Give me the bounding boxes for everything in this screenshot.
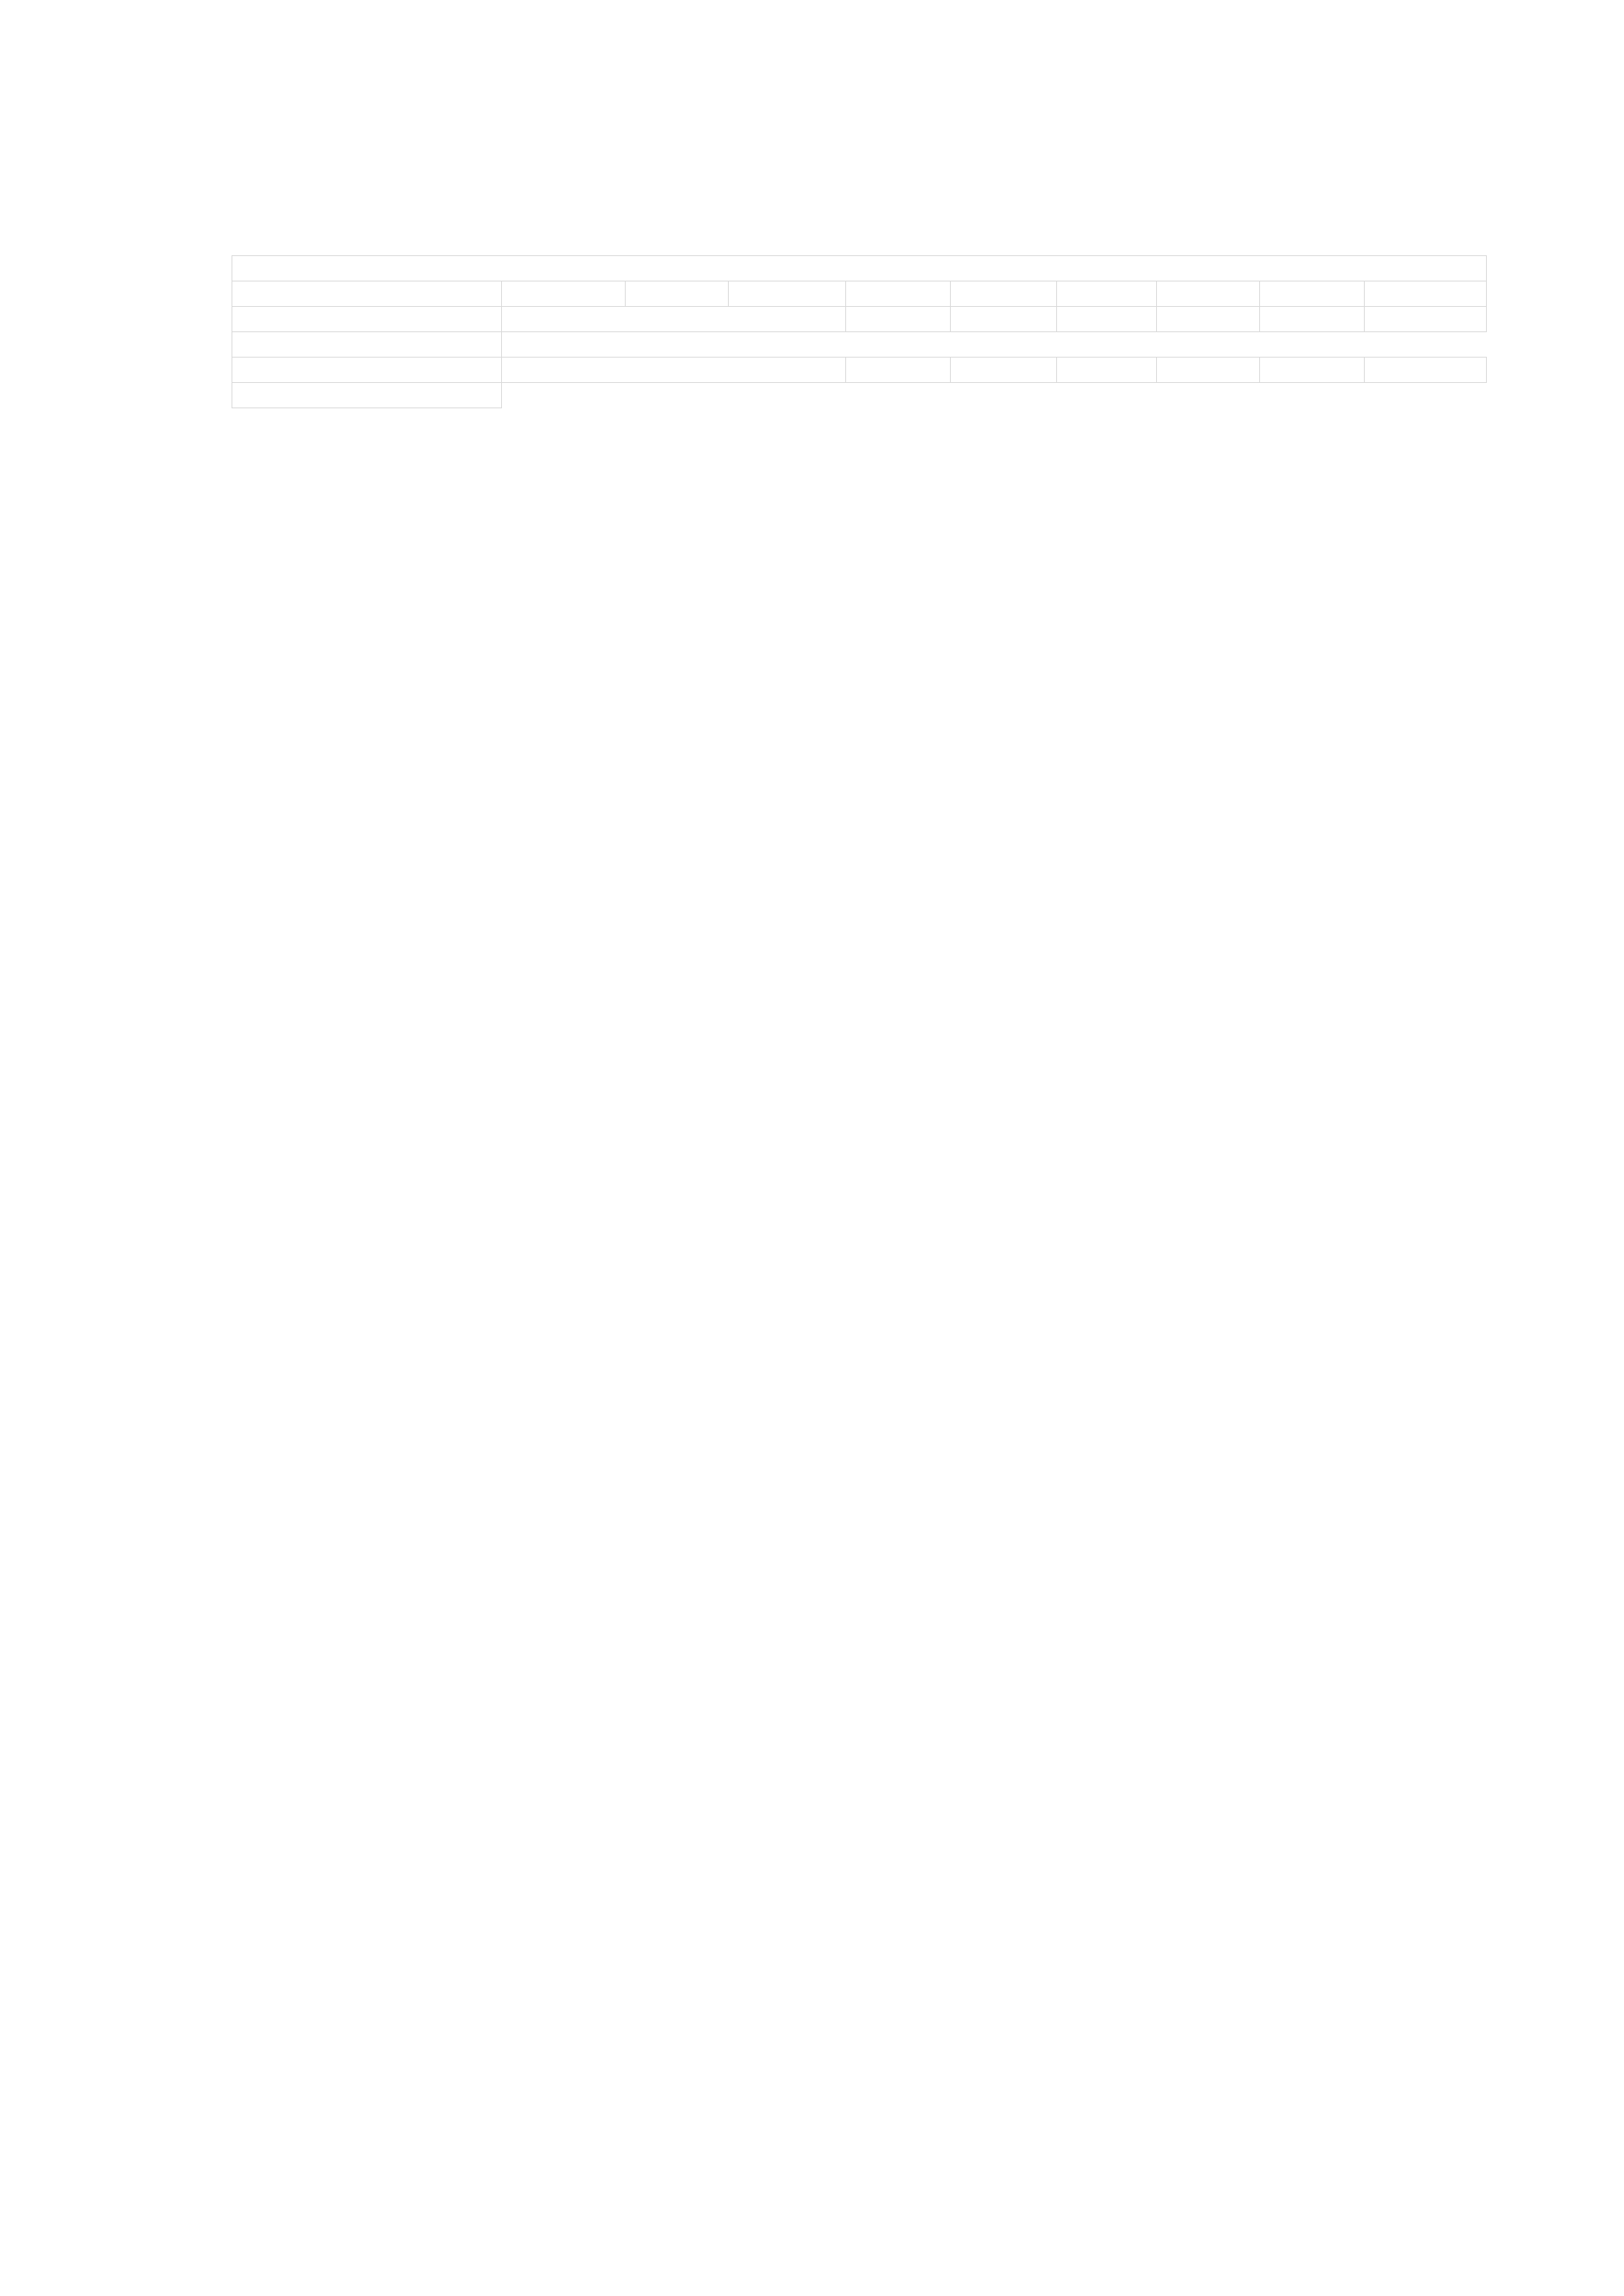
percent-chance-label (502, 358, 846, 383)
header-row-recurrence (232, 307, 1487, 332)
k-factor-table (232, 255, 1487, 408)
header-row-percents (232, 383, 1487, 408)
header-row-intervals (232, 332, 1487, 358)
table-caption (232, 256, 1487, 281)
header-row-percent (232, 358, 1487, 383)
skew-coefficient-label (232, 358, 502, 383)
cw-label (232, 383, 502, 408)
spreadsheet (232, 255, 1487, 408)
weighted-label (232, 332, 502, 358)
spacer-row (232, 281, 1487, 307)
recurrence-interval-label (502, 307, 846, 332)
